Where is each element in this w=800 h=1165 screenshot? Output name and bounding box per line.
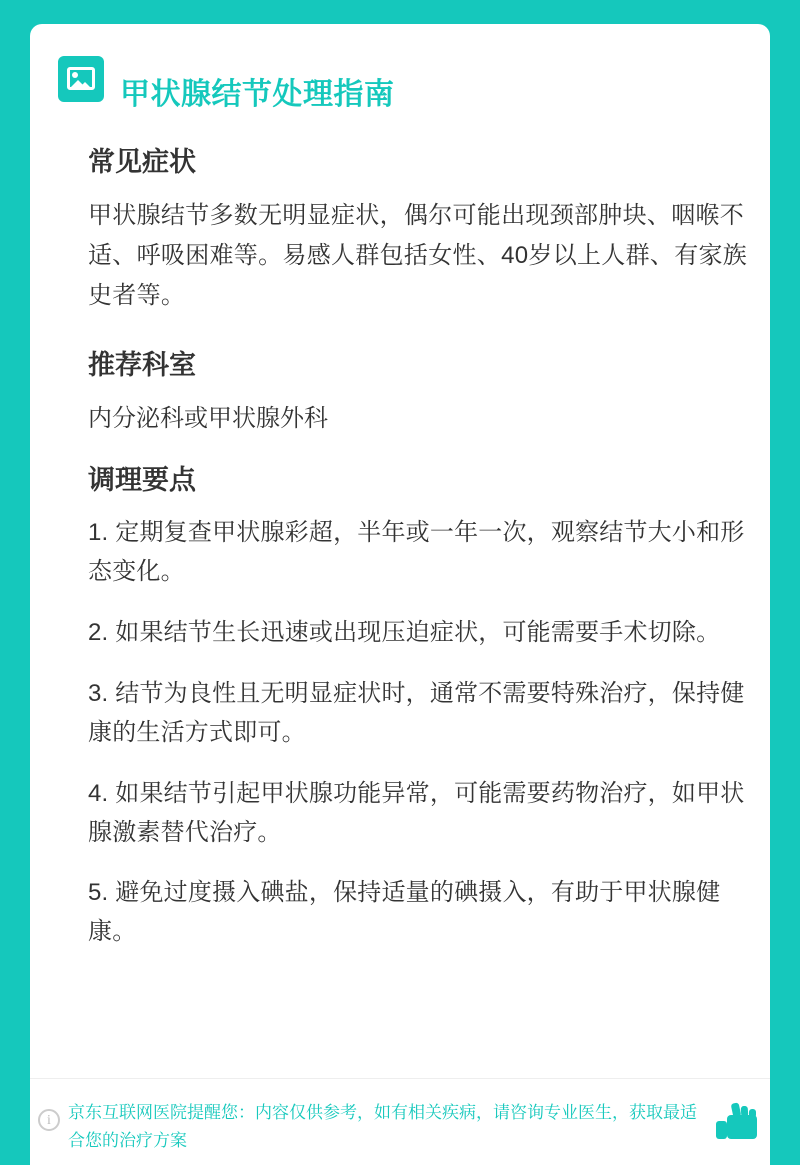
list-item: 5. 避免过度摄入碘盐，保持适量的碘摄入，有助于甲状腺健康。 [88, 879, 721, 946]
guide-card [30, 24, 770, 1141]
icon-triangle-small [79, 82, 91, 88]
thumb-cuff [716, 1121, 727, 1139]
footer-disclaimer-bar [30, 1078, 770, 1165]
guide-content [88, 146, 756, 974]
tips-list [88, 514, 756, 952]
footer-disclaimer-text: 京东互联网医院提醒您：内容仅供参考，如有相关疾病，请咨询专业医生，获取最适合您的治疗方案 [68, 1103, 697, 1151]
section-text-symptoms: 甲状腺结节多数无明显症状，偶尔可能出现颈部肿块、咽喉不适、呼吸困难等。易感人群包括女性、40岁以上人群、有家族史者等。 [88, 202, 748, 309]
list-item: 3. 结节为良性且无明显症状时，通常不需要特殊治疗，保持健康的生活方式即可。 [88, 679, 745, 746]
list-item: 1. 定期复查甲状腺彩超，半年或一年一次，观察结节大小和形态变化。 [88, 519, 745, 586]
thumb-pad [727, 1115, 757, 1139]
icon-dot [72, 72, 78, 78]
section-heading-tips: 调理要点 [88, 464, 196, 495]
info-circle-icon: i [38, 1109, 60, 1131]
list-item: 2. 如果结节生长迅速或出现压迫症状，可能需要手术切除。 [88, 619, 721, 647]
section-heading-department: 推荐科室 [88, 350, 196, 381]
page-title: 甲状腺结节处理指南 [120, 78, 395, 111]
list-item: 4. 如果结节引起甲状腺功能异常，可能需要药物治疗，如甲状腺激素替代治疗。 [88, 779, 745, 846]
section-heading-symptoms: 常见症状 [88, 147, 196, 177]
document-image-icon [58, 56, 104, 102]
section-text-department: 内分泌科或甲状腺外科 [88, 404, 328, 432]
thumbs-up-icon[interactable] [716, 1103, 760, 1143]
